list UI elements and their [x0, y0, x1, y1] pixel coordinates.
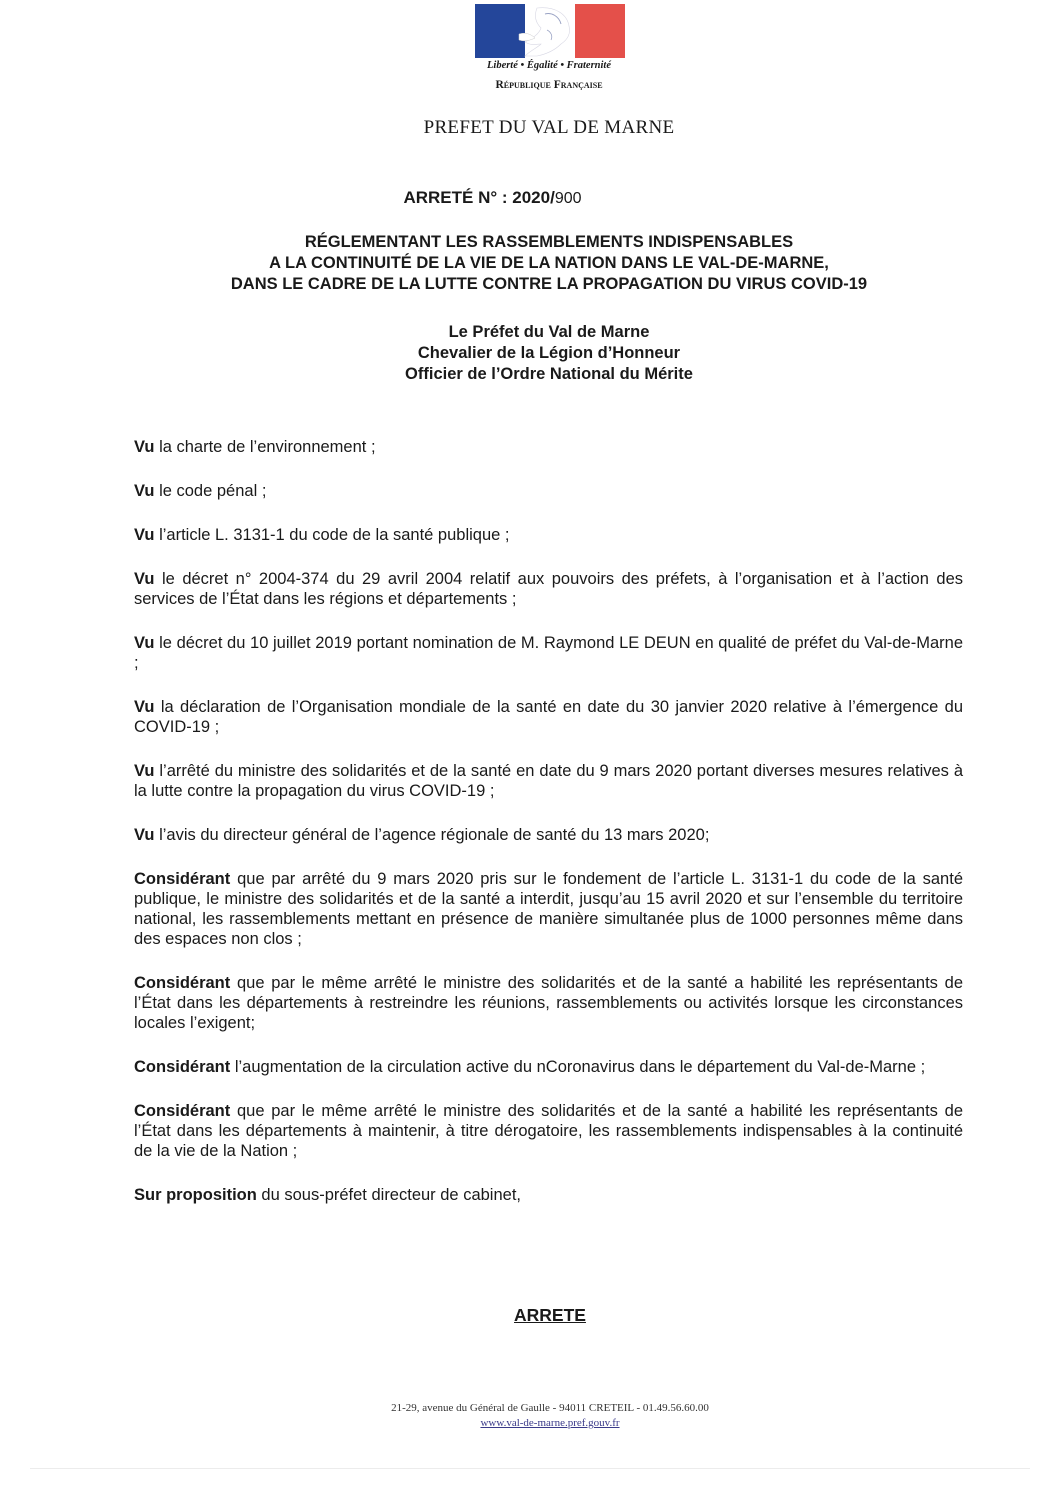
paragraph-keyword: Considérant: [134, 870, 231, 888]
considerant-paragraph: [134, 869, 963, 949]
paragraph-keyword: Vu: [134, 482, 155, 500]
footer-address: 21-29, avenue du Général de Gaulle - 94011 CRETEIL - 01.49.56.60.00: [391, 1402, 709, 1414]
paragraph-keyword: Vu: [134, 570, 155, 588]
paragraph-text: le décret du 10 juillet 2019 portant nomination de M. Raymond LE DEUN en qualité de préfet du Val-de-Marne ;: [134, 634, 963, 672]
paragraph-text: la charte de l’environnement ;: [154, 438, 376, 456]
marianne-logo: [469, 4, 629, 100]
paragraph-text: du sous-préfet directeur de cabinet,: [256, 1186, 521, 1204]
paragraph-text: l’arrêté du ministre des solidarités et de la santé en date du 9 mars 2020 portant diverses mesures relatives à la lutte contre la propagation du virus COVID-19 ;: [134, 762, 963, 800]
page-bottom-divider: [30, 1468, 1030, 1469]
paragraph-text: le code pénal ;: [154, 482, 267, 500]
visa-paragraph: [134, 825, 963, 845]
arrete-title-line: A LA CONTINUITÉ DE LA VIE DE LA NATION DANS LE VAL-DE-MARNE,: [269, 254, 829, 272]
tricolor-flag: [475, 4, 625, 58]
paragraph-text: l’article L. 3131-1 du code de la santé publique ;: [154, 526, 510, 544]
visa-paragraph: [134, 761, 963, 801]
considerant-paragraph: [134, 1101, 963, 1161]
arrete-heading: ARRETE: [514, 1305, 586, 1325]
paragraph-text: la déclaration de l’Organisation mondiale de la santé en date du 30 janvier 2020 relative à l’émergence du COVID-19 ;: [134, 698, 963, 736]
prefet-titles: [0, 322, 1058, 385]
republic-motto: Liberté • Égalité • Fraternité: [486, 60, 611, 71]
arrete-number-value: 900: [554, 190, 582, 207]
visas-considerants: [134, 437, 963, 1229]
paragraph-keyword: Vu: [134, 634, 155, 652]
arrete-title: [0, 232, 1058, 295]
prefecture-name: PREFET DU VAL DE MARNE: [423, 117, 675, 138]
paragraph-text: l’avis du directeur général de l’agence régionale de santé du 13 mars 2020;: [154, 826, 710, 844]
arrete-number-label: ARRETÉ N° : 2020/: [403, 188, 555, 207]
visa-paragraph: [134, 437, 963, 457]
paragraph-keyword: Vu: [134, 826, 155, 844]
paragraph-keyword: Vu: [134, 526, 155, 544]
prefet-title-line: Officier de l’Ordre National du Mérite: [405, 365, 693, 383]
paragraph-keyword: Considérant: [134, 974, 231, 992]
visa-paragraph: [134, 525, 963, 545]
marianne-profile-icon: [497, 4, 603, 58]
paragraph-keyword: Vu: [134, 438, 155, 456]
paragraph-keyword: Considérant: [134, 1058, 231, 1076]
footer-website-link[interactable]: www.val-de-marne.pref.gouv.fr: [480, 1417, 620, 1429]
paragraph-text: l’augmentation de la circulation active du nCoronavirus dans le département du Val-de-Marne ;: [230, 1058, 926, 1076]
considerant-paragraph: [134, 973, 963, 1033]
considerant-paragraph: [134, 1057, 963, 1077]
proposition-paragraph: [134, 1185, 963, 1205]
visa-paragraph: [134, 697, 963, 737]
visa-paragraph: [134, 481, 963, 501]
arrete-title-line: DANS LE CADRE DE LA LUTTE CONTRE LA PROPAGATION DU VIRUS COVID-19: [230, 275, 868, 293]
page-footer: [0, 1401, 1058, 1431]
visa-paragraph: [134, 633, 963, 673]
prefet-title-line: Le Préfet du Val de Marne: [448, 323, 650, 341]
prefet-title-line: Chevalier de la Légion d’Honneur: [417, 344, 681, 362]
paragraph-keyword: Considérant: [134, 1102, 231, 1120]
republic-name: République Française: [495, 79, 603, 91]
paragraph-text: que par arrêté du 9 mars 2020 pris sur le fondement de l’article L. 3131-1 du code de la santé publique, le ministre des solidarités et de la santé a interdit, jusqu’au 15 avril 2020 et sur l’ensemble du territoire national, les rassemblements mettant en présence de manière simultanée plus de 1000 personnes même dans des espaces non clos ;: [134, 870, 963, 948]
visa-paragraph: [134, 569, 963, 609]
paragraph-text: que par le même arrêté le ministre des solidarités et de la santé a habilité les représentants de l’État dans les départements à restreindre les réunions, rassemblements ou activités lorsque les circonstances locales l’exigent;: [134, 974, 963, 1032]
paragraph-keyword: Vu: [134, 762, 155, 780]
paragraph-keyword: Vu: [134, 698, 155, 716]
arrete-title-line: RÉGLEMENTANT LES RASSEMBLEMENTS INDISPENSABLES: [304, 233, 794, 251]
paragraph-text: que par le même arrêté le ministre des solidarités et de la santé a habilité les représentants de l’État dans les départements à maintenir, à titre dérogatoire, les rassemblements indispensables à la continuité de la vie de la Nation ;: [134, 1102, 963, 1160]
paragraph-keyword: Sur proposition: [134, 1186, 257, 1204]
paragraph-text: le décret n° 2004-374 du 29 avril 2004 relatif aux pouvoirs des préfets, à l’organisation et à l’action des services de l’État dans les régions et départements ;: [134, 570, 963, 608]
arrete-number: [0, 188, 985, 208]
